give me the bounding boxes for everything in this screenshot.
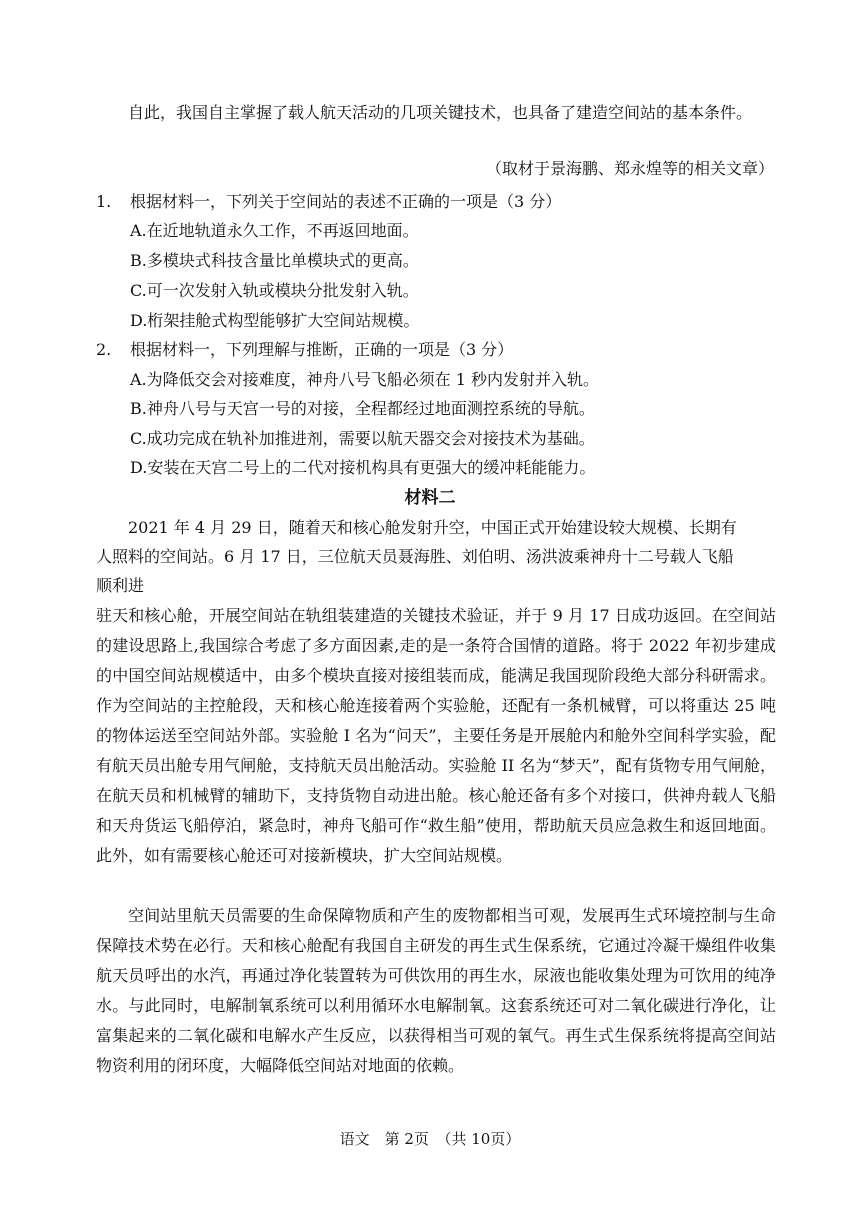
question-1-option-a: A.在近地轨道永久工作，不再返回地面。 [130,221,419,240]
page-footer: 语文 第 2页 （共 10页） [339,1130,521,1148]
source-citation: （取材于景海鹏、郑永煌等的相关文章） [485,159,774,178]
material-2-line-2: 人照料的空间站。6 月 17 日，三位航天员聂海胜、刘伯明、汤洪波乘神舟十二号载人飞船 [96,547,734,566]
question-2-option-d: D.安装在天宫二号上的二代对接机构具有更强大的缓冲耗能能力。 [130,458,596,477]
question-2-option-c: C.成功完成在轨补加推进剂，需要以航天器交会对接技术为基础。 [130,429,595,448]
question-2-number: 2. [96,340,112,359]
material-2-heading: 材料二 [404,488,456,508]
question-2-option-b: B.神舟八号与天宫一号的对接，全程都经过地面测控系统的导航。 [130,399,595,418]
question-2-option-a: A.为降低交会对接难度，神舟八号飞船必须在 1 秒内发射并入轨。 [130,370,599,389]
material-2-paragraph-3: 空间站里航天员需要的生命保障物质和产生的废物都相当可观，发展再生式环境控制与生命保障技术势在必行。天和核心舱配有我国自主研发的再生式生保系统，它通过冷凝干燥组件收集航天员呼出的水汽，再通过净化装置转为可供饮用的再生水，尿液也能收集处理为可饮用的纯净水。与此同时，电解制氧系统可以利用循环水电解制氧。这套系统还可对二氧化碳进行净化，让富集起来的二氧化碳和电解水产生反应，以获得相当可观的氧气。再生式生保系统将提高空间站物资利用的闭环度，大幅降低空间站对地面的依赖。 [96,906,776,1075]
question-1-option-b: B.多模块式科技含量比单模块式的更高。 [130,251,419,270]
material-2-paragraph-2: 驻天和核心舱，开展空间站在轨组装建造的关键技术验证，并于 9 月 17 日成功返回。在空间站的建设思路上,我国综合考虑了多方面因素,走的是一条符合国情的道路。将于 2022 年初步建成的中国空间站规模适中，由多个模块直接对接组装而成，能满足我国现阶段绝大部分科研需求。作为空间站的主控舱段，天和核心舱连接着两个实验舱，还配有一条机械臂，可以将重达 25 吨的物体运送至空间站外部。实验舱 I 名为“问天”，主要任务是开展舱内和舱外空间科学实验，配有航天员出舱专用气闸舱，支持航天员出舱活动。实验舱 II 名为“梦天”，配有货物专用气闸舱，在航天员和机械臂的辅助下，支持货物自动进出舱。核心舱还备有多个对接口，供神舟载人飞船和天舟货运飞船停泊，紧急时，神舟飞船可作“救生船”使用，帮助航天员应急救生和返回地面。此外，如有需要核心舱还可对接新模块，扩大空间站规模。 [96,606,776,865]
intro-paragraph: 自此，我国自主掌握了载人航天活动的几项关键技术，也具备了建造空间站的基本条件。 [128,103,753,122]
question-1-option-d: D.桁架挂舱式构型能够扩大空间站规模。 [130,311,420,330]
material-2-line-3: 顺利进 [96,576,145,595]
question-1-option-c: C.可一次发射入轨或模块分批发射入轨。 [130,281,419,300]
material-2-line-1: 2021 年 4 月 29 日，随着天和核心舱发射升空，中国正式开始建设较大规模、长期有 [128,518,737,537]
question-2-stem: 根据材料一，下列理解与推断，正确的一项是（3 分） [130,340,514,359]
question-1-stem: 根据材料一，下列关于空间站的表述不正确的一项是（3 分） [130,192,562,211]
question-1-number: 1. [96,192,112,211]
